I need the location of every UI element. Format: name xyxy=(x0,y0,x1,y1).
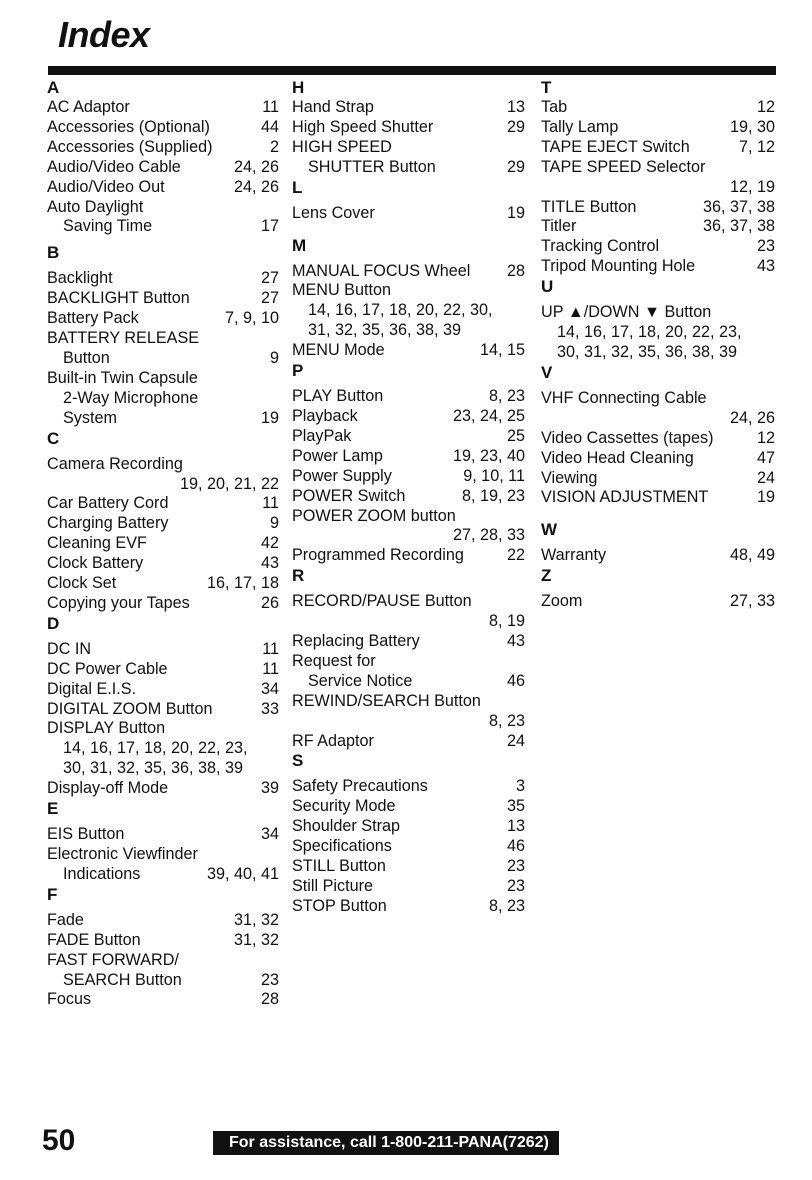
index-entry-pages: 24, 26 xyxy=(729,408,775,427)
section-heading-v: V xyxy=(541,362,553,382)
index-entry: Battery Pack 7, 9, 10 xyxy=(47,309,279,328)
index-entry-continued: Indications 39, 40, 41 xyxy=(63,864,279,883)
index-entry: Tracking Control 23 xyxy=(541,237,775,256)
index-entry: STOP Button 8, 23 xyxy=(292,896,525,915)
index-entry: VHF Connecting Cable xyxy=(541,388,707,407)
index-column-2 xyxy=(292,78,525,917)
index-entry: Backlight 27 xyxy=(47,269,279,288)
index-entry: Car Battery Cord 11 xyxy=(47,494,279,513)
index-entry-pages: 31, 32, 35, 36, 38, 39 xyxy=(308,321,462,340)
index-entry: RF Adaptor 24 xyxy=(292,731,525,750)
section-heading-s: S xyxy=(292,751,304,771)
index-entry-continued: System 19 xyxy=(63,408,279,427)
index-entry-pages: 14, 16, 17, 18, 20, 22, 30, xyxy=(308,301,493,320)
index-entry: Specifications 46 xyxy=(292,837,525,856)
index-entry: PLAY Button 8, 23 xyxy=(292,387,525,406)
index-entry: EIS Button 34 xyxy=(47,825,279,844)
index-entry-pages: 27, 28, 33 xyxy=(452,526,525,545)
index-entry: Shoulder Strap 13 xyxy=(292,817,525,836)
index-entry: RECORD/PAUSE Button xyxy=(292,592,472,611)
index-entry: BATTERY RELEASE xyxy=(47,329,200,348)
index-entry: AC Adaptor 11 xyxy=(47,98,279,116)
index-entry: DC IN 11 xyxy=(47,639,279,658)
index-entry: Tab 12 xyxy=(541,98,775,116)
index-entry-continued: Button 9 xyxy=(63,348,279,367)
section-heading-c: C xyxy=(47,428,60,448)
index-entry: DIGITAL ZOOM Button 33 xyxy=(47,699,279,718)
index-entry: Video Cassettes (tapes) 12 xyxy=(541,428,775,447)
index-entry: DISPLAY Button xyxy=(47,719,166,738)
index-entry: Digital E.I.S. 34 xyxy=(47,679,279,698)
index-entry: MENU Button xyxy=(292,281,391,300)
index-entry: Accessories (Optional) 44 xyxy=(47,117,279,136)
index-entry: Playback 23, 24, 25 xyxy=(292,406,525,425)
index-entry: Titler 36, 37, 38 xyxy=(541,217,775,236)
index-entry-pages: 19, 20, 21, 22 xyxy=(179,474,279,493)
index-entry: Fade 31, 32 xyxy=(47,910,279,929)
section-heading-l: L xyxy=(292,177,303,197)
index-entry: Camera Recording xyxy=(47,454,183,473)
index-entry-pages: 8, 19 xyxy=(488,612,525,631)
index-entry-pages: 30, 31, 32, 35, 36, 38, 39 xyxy=(557,342,738,361)
index-entry: Lens Cover 19 xyxy=(292,203,525,222)
index-entry: DC Power Cable 11 xyxy=(47,659,279,678)
index-entry: Tripod Mounting Hole 43 xyxy=(541,257,775,276)
index-entry: FAST FORWARD/ xyxy=(47,950,179,969)
index-entry: Security Mode 35 xyxy=(292,797,525,816)
section-heading-m: M xyxy=(292,235,307,255)
section-heading-z: Z xyxy=(541,566,552,586)
index-entry: TAPE EJECT Switch 7, 12 xyxy=(541,137,775,156)
index-entry: Audio/Video Out 24, 26 xyxy=(47,177,279,196)
section-heading-u: U xyxy=(541,277,554,297)
index-entry-pages: 30, 31, 32, 35, 36, 38, 39 xyxy=(63,759,244,778)
index-entry: Charging Battery 9 xyxy=(47,514,279,533)
section-heading-f: F xyxy=(47,884,58,904)
section-heading-r: R xyxy=(292,566,305,586)
index-entry: FADE Button 31, 32 xyxy=(47,930,279,949)
index-entry: TITLE Button 36, 37, 38 xyxy=(541,197,775,216)
index-entry: Electronic Viewfinder xyxy=(47,845,198,863)
section-heading-w: W xyxy=(541,520,558,540)
index-entry: Clock Set 16, 17, 18 xyxy=(47,574,279,593)
page-title: Index xyxy=(58,14,150,55)
index-entry: BACKLIGHT Button 27 xyxy=(47,289,279,308)
index-entry: Focus 28 xyxy=(47,990,279,1009)
section-heading-e: E xyxy=(47,799,59,819)
index-entry: POWER Switch 8, 19, 23 xyxy=(292,486,525,505)
title-rule xyxy=(48,66,776,75)
index-entry: Clock Battery 43 xyxy=(47,554,279,573)
index-entry: Power Supply 9, 10, 11 xyxy=(292,466,525,485)
index-entry: Audio/Video Cable 24, 26 xyxy=(47,157,279,176)
index-entry: POWER ZOOM button xyxy=(292,506,456,525)
index-entry: Tally Lamp 19, 30 xyxy=(541,117,775,136)
index-entry: Still Picture 23 xyxy=(292,877,525,895)
index-entry: MANUAL FOCUS Wheel 28 xyxy=(292,261,525,280)
index-entry: Viewing 24 xyxy=(541,468,775,487)
index-entry: Replacing Battery 43 xyxy=(292,632,525,651)
index-entry-pages: 8, 23 xyxy=(488,711,525,730)
index-entry-pages: 12, 19 xyxy=(729,177,775,196)
index-entry: Warranty 48, 49 xyxy=(541,546,775,565)
index-entry: UP ▲/DOWN ▼ Button xyxy=(541,303,712,322)
section-heading-h: H xyxy=(292,78,305,97)
index-entry-pages: 14, 16, 17, 18, 20, 22, 23, xyxy=(63,739,248,758)
index-entry-continued: SHUTTER Button 29 xyxy=(308,157,525,176)
index-entry: Safety Precautions 3 xyxy=(292,777,525,796)
index-entry: Copying your Tapes 26 xyxy=(47,593,279,612)
index-entry: REWIND/SEARCH Button xyxy=(292,691,481,710)
index-entry: VISION ADJUSTMENT 19 xyxy=(541,488,775,507)
index-entry: HIGH SPEED xyxy=(292,137,392,156)
section-heading-a: A xyxy=(47,78,60,97)
index-entry: Programmed Recording 22 xyxy=(292,546,525,565)
section-heading-p: P xyxy=(292,361,304,381)
index-entry: Zoom 27, 33 xyxy=(541,592,775,611)
index-entry: Request for xyxy=(292,651,376,670)
index-entry: PlayPak 25 xyxy=(292,426,525,445)
index-entry: Hand Strap 13 xyxy=(292,98,525,116)
index-entry: Cleaning EVF 42 xyxy=(47,534,279,553)
index-entry: Accessories (Supplied) 2 xyxy=(47,137,279,156)
index-entry: MENU Mode 14, 15 xyxy=(292,341,525,360)
index-entry: High Speed Shutter 29 xyxy=(292,117,525,136)
section-heading-t: T xyxy=(541,78,552,97)
index-entry-continued: Saving Time 17 xyxy=(63,217,279,236)
index-entry: TAPE SPEED Selector xyxy=(541,157,706,176)
assistance-banner: For assistance, call 1-800-211-PANA(7262) xyxy=(213,1131,559,1155)
index-entry-continued: SEARCH Button 23 xyxy=(63,970,279,989)
index-column-1 xyxy=(47,78,279,1010)
index-entry-continued: 2-Way Microphone xyxy=(63,388,199,407)
index-entry: Auto Daylight xyxy=(47,197,144,216)
index-entry-continued: Service Notice 46 xyxy=(308,671,525,690)
index-entry: Display-off Mode 39 xyxy=(47,779,279,798)
index-column-3 xyxy=(541,78,775,612)
index-entry: Power Lamp 19, 23, 40 xyxy=(292,446,525,465)
index-entry: Video Head Cleaning 47 xyxy=(541,448,775,467)
index-entry-pages: 14, 16, 17, 18, 20, 22, 23, xyxy=(557,323,742,342)
section-heading-d: D xyxy=(47,613,60,633)
index-entry: Built-in Twin Capsule xyxy=(47,368,198,387)
index-entry: STILL Button 23 xyxy=(292,857,525,876)
page-number: 50 xyxy=(42,1124,76,1157)
section-heading-b: B xyxy=(47,243,60,263)
